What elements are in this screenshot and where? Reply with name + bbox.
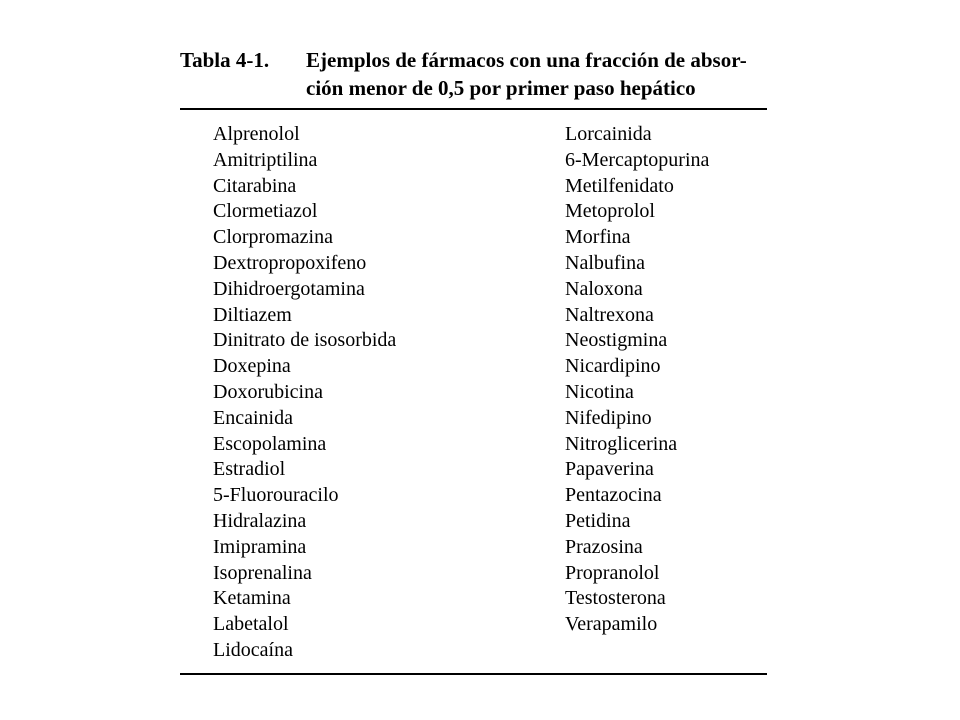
drug-item: Estradiol [213, 458, 286, 481]
drug-item: Isoprenalina [213, 561, 312, 584]
drug-item: Nicardipino [565, 355, 661, 378]
drug-item: Hidralazina [213, 509, 307, 532]
drug-item: Nitroglicerina [565, 432, 678, 455]
drug-item: Papaverina [565, 458, 654, 481]
table-title [180, 46, 780, 102]
drug-item: Alprenolol [213, 123, 300, 145]
drug-item: Labetalol [213, 613, 289, 636]
drug-item: Encainida [213, 406, 293, 429]
drug-item: Dihidroergotamina [213, 277, 365, 300]
drug-item: Citarabina [213, 174, 297, 197]
drug-item: Dinitrato de isosorbida [213, 329, 397, 352]
bottom-rule [180, 673, 767, 675]
drug-item: Lorcainida [565, 123, 652, 145]
drug-item: Propranolol [565, 561, 660, 584]
drug-item: Imipramina [213, 535, 307, 558]
drug-item: Amitriptilina [213, 148, 318, 171]
drug-item: Naltrexona [565, 303, 654, 326]
drug-item: Metilfenidato [565, 174, 674, 197]
table-title-line-1 [180, 46, 780, 74]
drug-item: Doxepina [213, 355, 291, 378]
drug-item: Morfina [565, 226, 631, 249]
drug-item: Clorpromazina [213, 226, 333, 249]
drug-item: Pentazocina [565, 484, 662, 507]
drug-item: Clormetiazol [213, 200, 318, 223]
drug-item: Nicotina [565, 380, 634, 403]
drug-list-left [213, 122, 533, 664]
drug-item: Nalbufina [565, 251, 645, 274]
drug-item: Neostigmina [565, 329, 668, 352]
drug-item: Diltiazem [213, 303, 292, 326]
table-title-text-2: ción menor de 0,5 por primer paso hepático [306, 76, 696, 100]
top-rule [180, 108, 767, 110]
drug-item: Prazosina [565, 535, 643, 558]
drug-item: Metoprolol [565, 200, 655, 223]
drug-item: 6-Mercaptopurina [565, 148, 710, 171]
drug-item: Doxorubicina [213, 380, 323, 403]
drug-item: 5-Fluorouracilo [213, 484, 339, 507]
drug-item: Naloxona [565, 277, 643, 300]
drug-item: Verapamilo [565, 613, 658, 636]
table-number: Tabla 4-1. [180, 48, 270, 72]
drug-item: Dextropropoxifeno [213, 251, 367, 274]
drug-item: Petidina [565, 509, 631, 532]
drug-item: Ketamina [213, 587, 291, 610]
table-title-line-2 [180, 74, 780, 102]
drug-item: Lidocaína [213, 638, 293, 661]
drug-item: Escopolamina [213, 432, 327, 455]
drug-item: Testosterona [565, 587, 666, 610]
table-title-text-1: Ejemplos de fármacos con una fracción de absor- [306, 48, 747, 72]
drug-list-right [565, 122, 775, 638]
drug-item: Nifedipino [565, 406, 652, 429]
